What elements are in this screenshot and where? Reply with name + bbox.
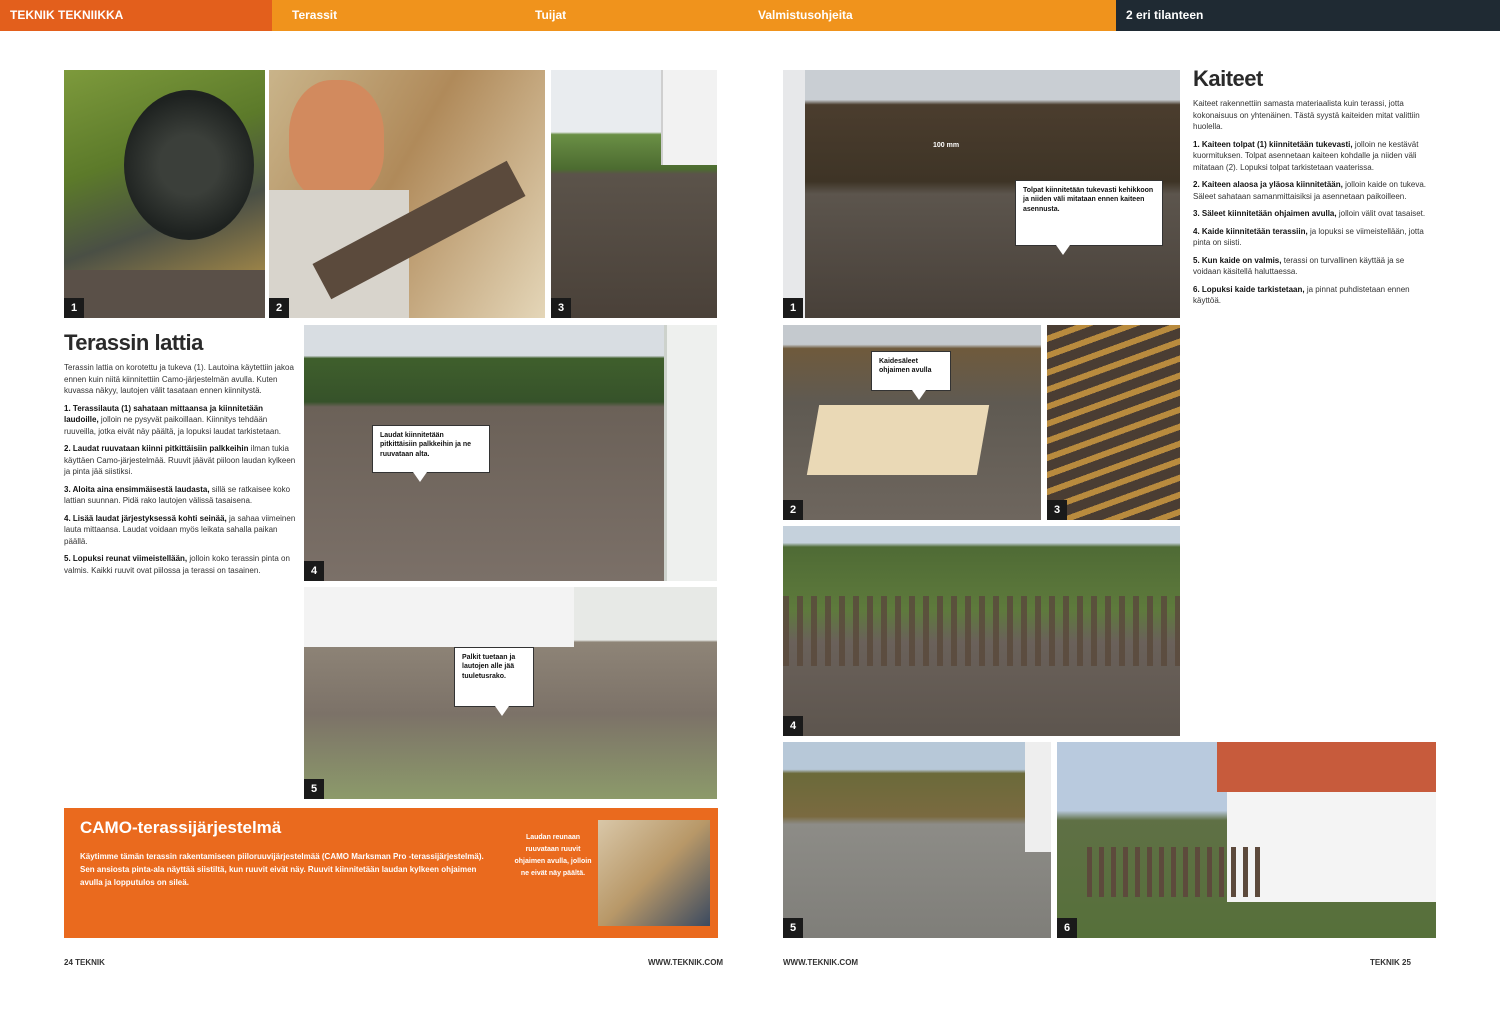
photo-finished-deck <box>551 70 717 318</box>
step-paragraph: 1. Terassilauta (1) sahataan mittaansa ja kiinnitetään laudoille, jolloin ne pysyvät paikoillaan. Kiinnitys tehdään ruuveilla, jotka eivät näy päältä, ja lopuksi laudat tarkistetaan. <box>64 403 282 436</box>
photo-number: 5 <box>783 918 803 938</box>
measurement-label: 100 mm <box>933 142 960 149</box>
section-heading-kaiteet: Kaiteet <box>1193 66 1263 91</box>
intro-paragraph: Kaiteet rakennettiin samasta materiaalista kuin terassi, jotta kokonaisuus on yhtenäinen. Tästä syystä kaiteiden mitat valittiin huolella. <box>1193 99 1420 131</box>
step-paragraph: 1. Kaiteen tolpat (1) kiinnitetään tukevasti, jolloin ne kestävät kuormituksen. Tolpat asennetaan kaiteen kohdalle ja niiden väli mitataan (2). Lopuksi tolpat tarkistetaan vaaterissa. <box>1193 139 1419 172</box>
step-paragraph: 6. Lopuksi kaide tarkistetaan, ja pinnat puhdistetaan ennen käyttöä. <box>1193 284 1410 305</box>
camo-box-text: Käytimme tämän terassin rakentamiseen piiloruuvijärjestelmää (CAMO Marksman Pro -terassijärjestelmä). Sen ansiosta pinta-ala näyttää siistiltä, kun ruuvit eivät näy. Ruuvit kiinnitetään laudan kylkeen ohjaimen avulla ja lopputulos on sileä. <box>80 852 484 887</box>
photo-number: 1 <box>64 298 84 318</box>
step-paragraph: 4. Lisää laudat järjestyksessä kohti seinää, ja sahaa viimeinen lauta mittaansa. Laudat voidaan myös leikata sahalla paikan päällä. <box>64 513 296 546</box>
photo-number: 4 <box>304 561 324 581</box>
saw-blade-shape <box>124 90 254 240</box>
photo-house-with-railing <box>1057 742 1436 938</box>
photo-miter-saw <box>64 70 265 318</box>
section-tab-3[interactable]: Valmistusohjeita <box>758 8 853 22</box>
step-paragraph: 3. Aloita aina ensimmäisestä laudasta, sillä se ratkaisee koko lattian suunnan. Pidä rako lautojen välissä tasaisena. <box>64 484 291 505</box>
photo-number: 1 <box>783 298 803 318</box>
top-navigation-bar <box>0 0 1500 31</box>
step-paragraph: 4. Kaide kiinnitetään terassiin, ja lopuksi se viimeistellään, jotta pinta on siisti. <box>1193 226 1424 247</box>
magazine-brand: TEKNIK TEKNIIKKA <box>0 0 272 31</box>
section-heading-terassin-lattia: Terassin lattia <box>64 330 203 355</box>
intro-paragraph: Terassin lattia on korotettu ja tukeva (1). Lautoina käytettiin jakoa ennen kuin niitä kiinnitettiin Camo-järjestelmän avulla. Kuten kuvassa näkyy, lautojen välit tasataan ennen kiinnitystä. <box>64 363 294 395</box>
house-wall-shape <box>783 70 805 318</box>
left-footer-page-number: 24 TEKNIK <box>64 958 105 967</box>
camo-box-title: CAMO-terassijärjestelmä <box>80 818 282 837</box>
right-footer-page-number: TEKNIK 25 <box>1370 958 1411 967</box>
callout-photo-r2: Kaidesäleet ohjaimen avulla <box>871 351 951 391</box>
photo-man-with-board <box>269 70 545 318</box>
section-tab-1[interactable]: Terassit <box>292 8 338 22</box>
callout-photo-5: Palkit tuetaan ja lautojen alle jää tuuletusrako. <box>454 647 534 707</box>
step-paragraph: 3. Säleet kiinnitetään ohjaimen avulla, jolloin välit ovat tasaiset. <box>1193 209 1426 218</box>
face-shape <box>289 80 384 200</box>
photo-camo-tool <box>598 820 710 926</box>
photo-baluster-jig <box>783 325 1041 520</box>
photo-number: 2 <box>783 500 803 520</box>
left-article-body <box>64 362 296 582</box>
step-paragraph: 2. Laudat ruuvataan kiinni pitkittäisiin palkkeihin ilman tukia käyttäen Camo-järjestelmää. Ruuvit jäävät piiloon laudan kylkeen ja pinta jää siistiksi. <box>64 444 296 476</box>
section-label-right: 2 eri tilanteen <box>1116 0 1500 31</box>
step-paragraph: 2. Kaiteen alaosa ja yläosa kiinnitetään, jolloin kaide on tukeva. Säleet sahataan samanmittaisiksi ja asennetaan paikoilleen. <box>1193 180 1427 201</box>
railing-balusters-shape <box>1087 847 1267 897</box>
photo-number: 3 <box>1047 500 1067 520</box>
camo-box-caption: Laudan reunaan ruuvataan ruuvit ohjaimen avulla, jolloin ne eivät näy päältä. <box>514 834 592 877</box>
house-wall-shape <box>304 587 574 647</box>
photo-deck-frame <box>304 587 717 799</box>
railing-balusters-shape <box>783 596 1180 666</box>
step-paragraph: 5. Kun kaide on valmis, terassi on turvallinen käyttää ja se voidaan käsitellä haluttaessa. <box>1193 255 1405 276</box>
callout-photo-4: Laudat kiinnitetään pitkittäisiin palkkeihin ja ne ruuvataan alta. <box>372 425 490 473</box>
photo-balusters <box>1047 325 1180 520</box>
photo-number: 2 <box>269 298 289 318</box>
photo-number: 3 <box>551 298 571 318</box>
house-wall-shape <box>1025 742 1051 852</box>
right-footer-url: WWW.TEKNIK.COM <box>783 958 859 967</box>
section-tab-2[interactable]: Tuijat <box>535 8 567 22</box>
left-footer-url: WWW.TEKNIK.COM <box>648 958 724 967</box>
house-wall-shape <box>661 70 717 165</box>
photo-number: 4 <box>783 716 803 736</box>
jig-board-shape <box>807 405 989 475</box>
photo-deck-laying <box>304 325 717 581</box>
right-article-body <box>1193 98 1433 313</box>
photo-railing-posts <box>783 70 1180 318</box>
step-paragraph: 5. Lopuksi reunat viimeistellään, jolloin koko terassin pinta on valmis. Kaikki ruuvit ovat piilossa ja terassi on tasainen. <box>64 554 290 575</box>
roof-shape <box>1217 742 1436 792</box>
photo-number: 5 <box>304 779 324 799</box>
camo-info-box <box>64 808 718 938</box>
house-wall-shape <box>664 325 717 581</box>
photo-before-deck <box>783 742 1051 938</box>
deck-board-shape <box>64 270 265 318</box>
photo-number: 6 <box>1057 918 1077 938</box>
photo-finished-railing <box>783 526 1180 736</box>
callout-photo-r1: Tolpat kiinnitetään tukevasti kehikkoon ja niiden väli mitataan ennen kaiteen asennusta. <box>1015 180 1163 246</box>
